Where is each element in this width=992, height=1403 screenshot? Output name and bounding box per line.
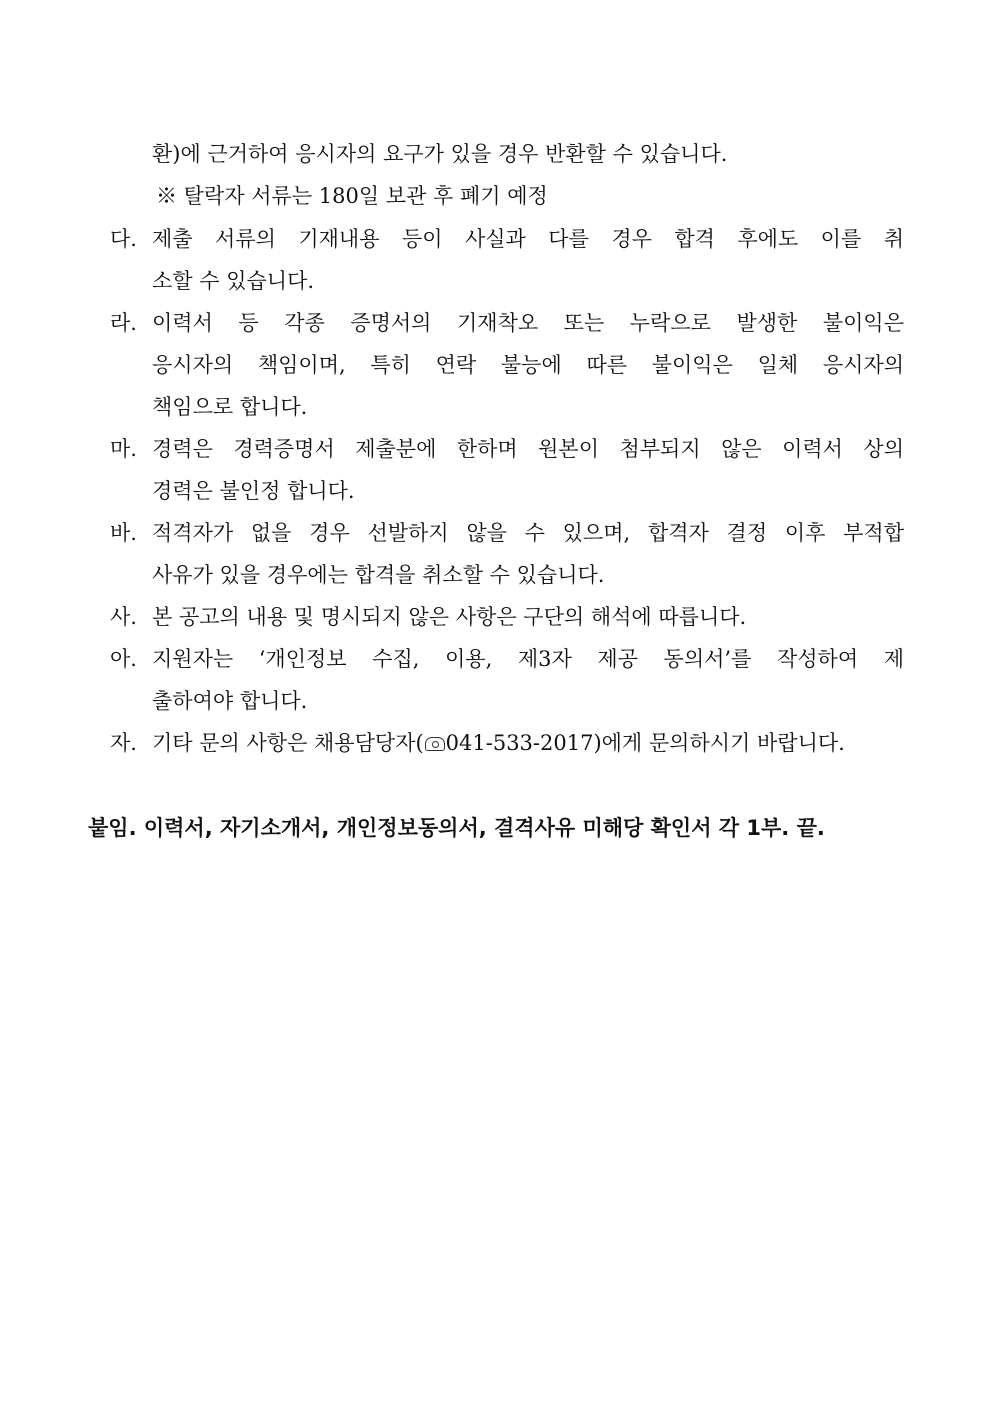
item-marker-sa: 사. <box>110 605 137 629</box>
item-ma-line-1: 경력은 경력증명서 제출분에 한하며 원본이 첨부되지 않은 이력서 상의 <box>152 437 904 461</box>
item-ra-line-3: 책임으로 합니다. <box>152 395 308 419</box>
item-da-line-1: 제출 서류의 기재내용 등이 사실과 다를 경우 합격 후에도 이를 취 <box>152 227 904 251</box>
item-ja-line-1 <box>152 728 845 758</box>
item-ba-line-2: 사유가 있을 경우에는 합격을 취소할 수 있습니다. <box>152 563 605 587</box>
item-da-line-2: 소할 수 있습니다. <box>152 269 315 293</box>
item-marker-ba: 바. <box>110 521 137 545</box>
item-sa-line-1: 본 공고의 내용 및 명시되지 않은 사항은 구단의 해석에 따릅니다. <box>152 605 747 629</box>
item-a-line-2: 출하여야 합니다. <box>152 689 308 713</box>
item-ba-line-1: 적격자가 없을 경우 선발하지 않을 수 있으며, 합격자 결정 이후 부적합 <box>152 521 904 545</box>
item-marker-ma: 마. <box>110 437 137 461</box>
continuation-line: 환)에 근거하여 응시자의 요구가 있을 경우 반환할 수 있습니다. <box>152 142 728 166</box>
item-ra-line-1: 이력서 등 각종 증명서의 기재착오 또는 누락으로 발생한 불이익은 <box>152 311 904 335</box>
attachment-line: 붙임. 이력서, 자기소개서, 개인정보동의서, 결격사유 미해당 확인서 각 1부. 끝. <box>88 816 825 840</box>
telephone-icon <box>425 737 445 751</box>
item-ma-line-2: 경력은 불인정 합니다. <box>152 479 355 503</box>
item-marker-ra: 라. <box>110 311 137 335</box>
item-ja-text-after-phone: 041-533-2017)에게 문의하시기 바랍니다. <box>445 731 845 755</box>
retention-note: ※ 탈락자 서류는 180일 보관 후 폐기 예정 <box>156 184 548 208</box>
item-marker-da: 다. <box>110 227 137 251</box>
item-a-line-1: 지원자는 ‘개인정보 수집, 이용, 제3자 제공 동의서’를 작성하여 제 <box>152 647 904 671</box>
item-marker-a: 아. <box>110 647 137 671</box>
item-marker-ja: 자. <box>110 731 137 755</box>
item-ja-text-before-phone: 기타 문의 사항은 채용담당자( <box>152 731 424 755</box>
item-ra-line-2: 응시자의 책임이며, 특히 연락 불능에 따른 불이익은 일체 응시자의 <box>152 353 904 377</box>
